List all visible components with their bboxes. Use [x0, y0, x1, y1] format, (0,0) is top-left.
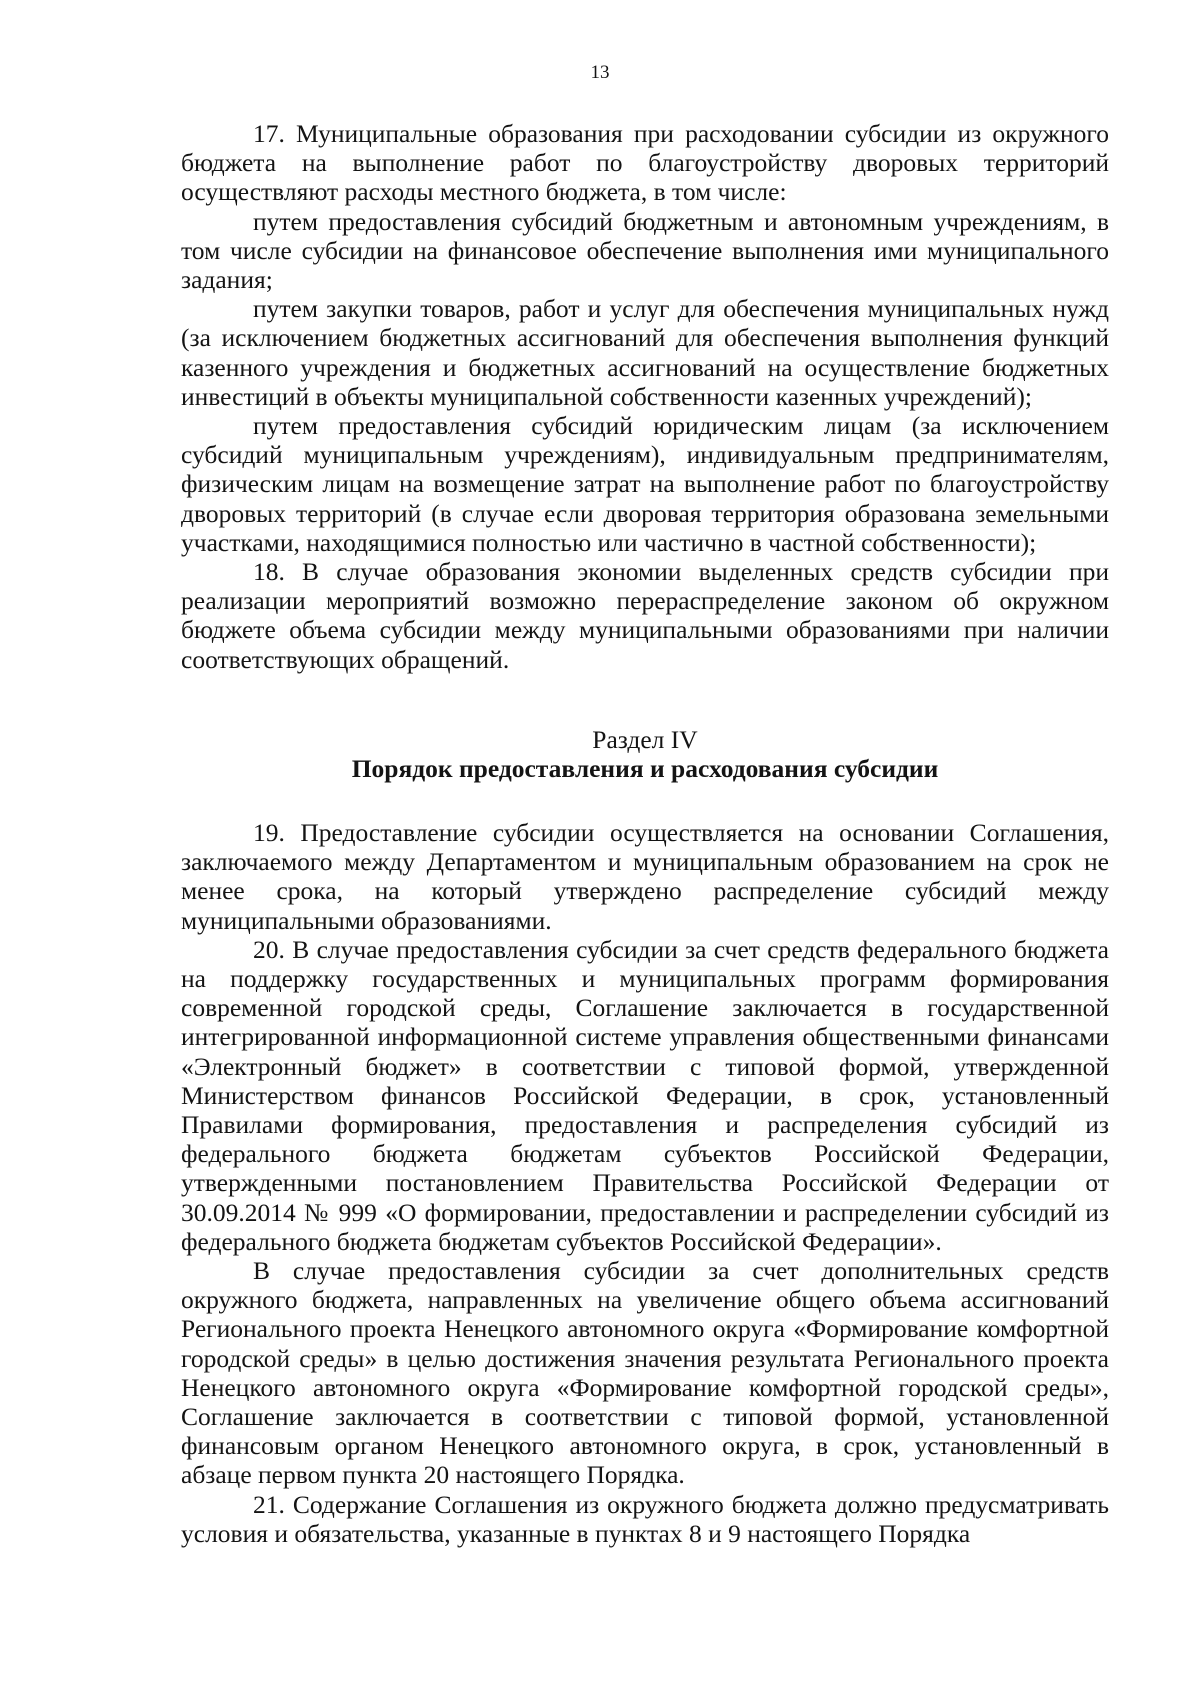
section-label: Раздел IV [592, 725, 698, 754]
paragraph-21: 21. Содержание Соглашения из окружного бюджета должно предусматривать условия и обязательства, указанные в пунктах 8 и 9 настоящего Порядка [181, 1489, 1109, 1548]
document-body-top [181, 119, 1109, 674]
paragraph-20: 20. В случае предоставления субсидии за счет средств федерального бюджета на поддержку государственных и муниципальных программ формирования современной городской среды, Соглашение заключается в государственной интегрированной информационной системе управления общественными финансами «Электронный бюджет» в соответствии с типовой формой, утвержденной Министерством финансов Российской Федерации, в срок, установленный Правилами формирования, предоставления и распределения субсидий из федерального бюджета бюджетам субъектов Российской Федерации, утвержденными постановлением Правительства Российской Федерации от 30.09.2014 № 999 «О формировании, предоставлении и распределении субсидий из федерального бюджета бюджетам субъектов Российской Федерации». [181, 934, 1109, 1256]
document-body-bottom [181, 818, 1109, 1548]
paragraph-17: 17. Муниципальные образования при расходовании субсидии из окружного бюджета на выполнение работ по благоустройству дворовых территорий осуществляют расходы местного бюджета, в том числе: [181, 119, 1109, 207]
paragraph-19: 19. Предоставление субсидии осуществляется на основании Соглашения, заключаемого между Департаментом и муниципальным образованием на срок не менее срока, на который утверждено распределение субсидий между муниципальными образованиями. [181, 818, 1109, 935]
paragraph-20-additional-funds: В случае предоставления субсидии за счет дополнительных средств окружного бюджета, направленных на увеличение общего объема ассигнований Регионального проекта Ненецкого автономного округа «Формирование комфортной городской среды» в целью достижения значения результата Регионального проекта Ненецкого автономного округа «Формирование комфортной городской среды», Соглашение заключается в соответствии с типовой формой, установленной финансовым органом Ненецкого автономного округа, в срок, установленный в абзаце первом пункта 20 настоящего Порядка. [181, 1256, 1109, 1490]
paragraph-17-subsidies-institutions: путем предоставления субсидий бюджетным и автономным учреждениям, в том числе субсидии на финансовое обеспечение выполнения ими муниципального задания; [181, 206, 1109, 295]
section-heading [181, 725, 1109, 783]
page-number: 13 [590, 62, 610, 83]
paragraph-18: 18. В случае образования экономии выделенных средств субсидии при реализации мероприятий возможно перераспределение законом об окружном бюджете объема субсидии между муниципальными образованиями при наличии соответствующих обращений. [181, 557, 1109, 674]
section-title: Порядок предоставления и расходования субсидии [351, 754, 939, 784]
paragraph-17-subsidies-legal-entities: путем предоставления субсидий юридическим лицам (за исключением субсидий муниципальным учреждениям), индивидуальным предпринимателям, физическим лицам на возмещение затрат на выполнение работ по благоустройству дворовых территорий (в случае если дворовая территория образована земельными участками, находящимися полностью или частично в частной собственности); [181, 411, 1109, 557]
paragraph-17-procurement: путем закупки товаров, работ и услуг для обеспечения муниципальных нужд (за исключением бюджетных ассигнований для обеспечения выполнения функций казенного учреждения и бюджетных ассигнований на осуществление бюджетных инвестиций в объекты муниципальной собственности казенных учреждений); [181, 294, 1109, 411]
